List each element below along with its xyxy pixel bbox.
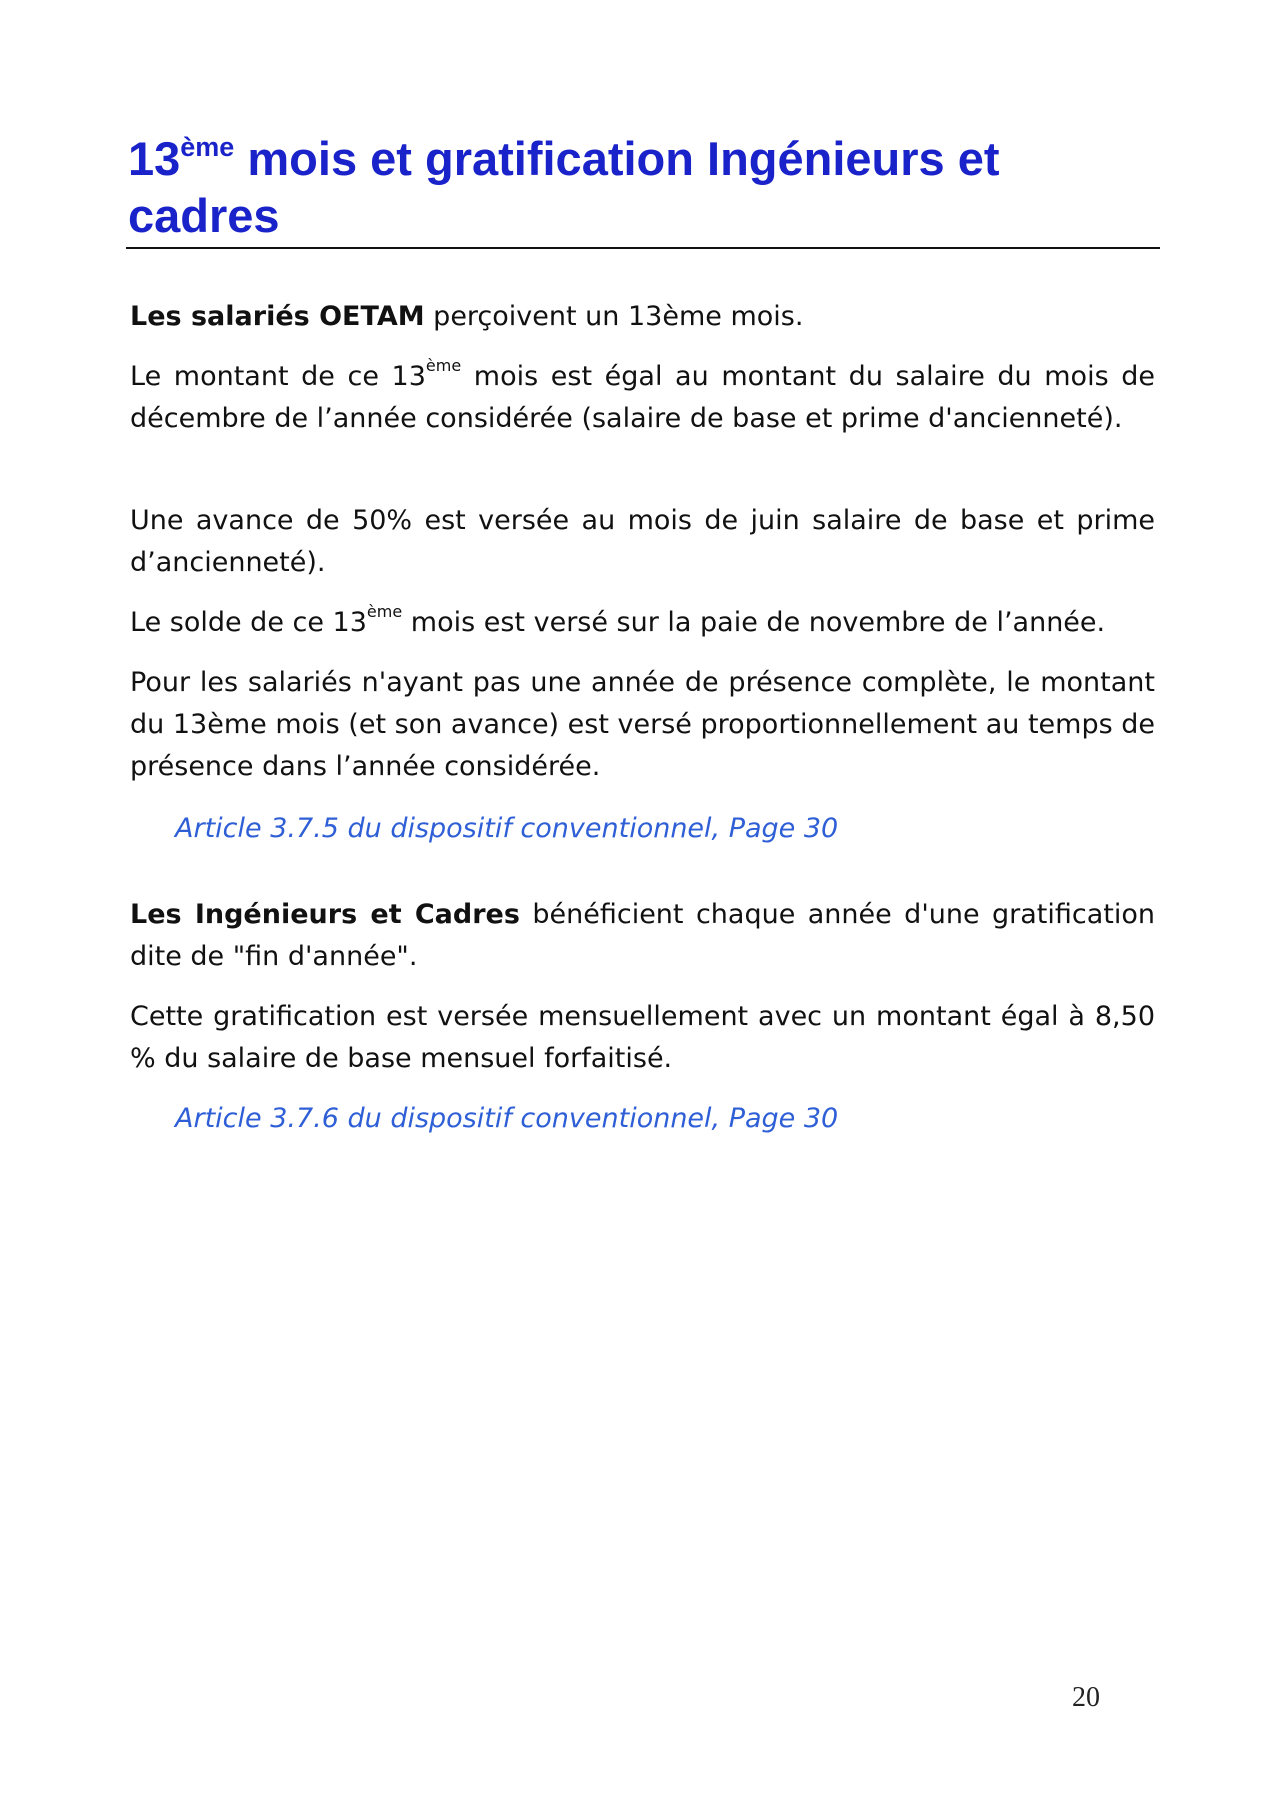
paragraph-montant (130, 356, 1155, 440)
bold-lead-oetam: Les salariés OETAM (130, 301, 425, 332)
paragraph-cadres (130, 894, 1155, 978)
paragraph-text: Le montant de ce 13 (130, 361, 426, 392)
paragraph-text: Une avance de 50% est versée au mois de juin salaire de base et prime d’ancienneté). (130, 505, 1155, 578)
paragraph-oetam (130, 296, 1155, 338)
paragraph-text: perçoivent un 13ème mois. (424, 301, 804, 332)
paragraph-text: Cette gratification est versée mensuellement avec un montant égal à 8,50 % du salaire de base mensuel forfaitisé. (130, 1001, 1155, 1074)
title-rest: mois et gratification Ingénieurs et cadres (128, 132, 1000, 242)
paragraph-gratification (130, 996, 1155, 1080)
paragraph-presence (130, 662, 1155, 788)
paragraph-text: bénéficient chaque année d'une gratification dite de "fin d'année". (130, 899, 1155, 972)
bold-lead-cadres: Les Ingénieurs et Cadres (130, 899, 520, 930)
paragraph-avance (130, 500, 1155, 584)
reference-article-3-7-6: Article 3.7.6 du dispositif conventionnel, Page 30 (175, 1103, 839, 1134)
page-title (128, 130, 1138, 244)
page-number: 20 (1072, 1682, 1100, 1713)
paragraph-solde (130, 602, 1155, 644)
superscript: ème (425, 356, 462, 375)
title-underline (126, 247, 1160, 249)
paragraph-text: Pour les salariés n'ayant pas une année de présence complète, le montant du 13ème mois (et son avance) est versé proportionnellement au temps de présence dans l’année considérée. (130, 667, 1155, 782)
paragraph-text: mois est versé sur la paie de novembre de l’année. (402, 607, 1106, 638)
paragraph-text: mois est égal au montant du salaire du mois de décembre de l’année considérée (salaire de base et prime d'ancienneté). (130, 361, 1155, 434)
title-superscript: ème (180, 132, 235, 162)
reference-article-3-7-5: Article 3.7.5 du dispositif conventionnel, Page 30 (175, 813, 839, 844)
paragraph-text: Le solde de ce 13 (130, 607, 367, 638)
title-number: 13 (128, 132, 181, 185)
superscript: ème (366, 602, 403, 621)
